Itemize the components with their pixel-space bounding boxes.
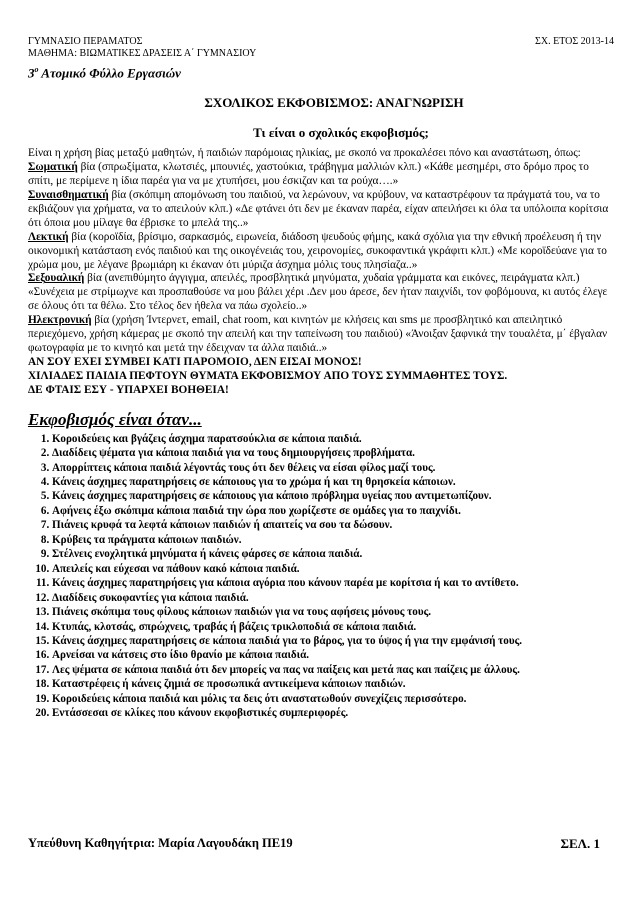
worksheet-label xyxy=(28,61,614,81)
list-item: 9. Στέλνεις ενοχλητικά μηνύματα ή κάνεις φάρσες σε κάποια παιδιά. xyxy=(52,547,614,561)
type-text: βία (σπρωξίματα, κλωτσιές, μπουνιές, χαστούκια, τράβηγμα μαλλιών κλπ.) «Κάθε μεσημέρι, στο δρόμο προς το σπίτι, με περίμενε η ίδια παρέα για να με χτυπήσει, μου έσκιζαν και τα ρούχα….» xyxy=(28,161,589,188)
list-item: 13. Πιάνεις σκόπιμα τους φίλους κάποιων παιδιών για να τους αφήσεις μόνους τους. xyxy=(52,605,614,619)
sheet-text: Ατομικό Φύλλο Εργασιών xyxy=(38,65,181,81)
type-label: Σωματική xyxy=(28,161,78,174)
subject-line: ΜΑΘΗΜΑ: ΒΙΩΜΑΤΙΚΕΣ ΔΡΑΣΕΙΣ Α΄ ΓΥΜΝΑΣΙΟΥ xyxy=(28,48,257,59)
list-item: 15. Κάνεις άσχημες παρατηρήσεις σε κάποια παιδιά για το βάρος, για το ύψος ή για την εμφάνισή τους. xyxy=(52,634,614,648)
warning-line-1: ΑΝ ΣΟΥ ΕΧΕΙ ΣΥΜΒΕΙ ΚΑΤΙ ΠΑΡΟΜΟΙΟ, ΔΕΝ ΕΙΣΑΙ ΜΟΝΟΣ! xyxy=(28,355,362,368)
list-item: 16. Αρνείσαι να κάτσεις στο ίδιο θρανίο με κάποια παιδιά. xyxy=(52,648,614,662)
section-title: Τι είναι ο σχολικός εκφοβισμός; xyxy=(253,125,429,141)
page-number: ΣΕΛ. 1 xyxy=(560,836,600,851)
list-item: 4. Κάνεις άσχημες παρατηρήσεις σε κάποιους για το χρώμα ή και τη θρησκεία κάποιων. xyxy=(52,475,614,489)
list-item: 20. Εντάσσεσαι σε κλίκες που κάνουν εκφοβιστικές συμπεριφορές. xyxy=(52,706,614,720)
list-item: 14. Κτυπάς, κλοτσάς, σπρώχνεις, τραβάς ή βάζεις τρικλοποδιά σε κάποια παιδιά. xyxy=(52,620,614,634)
sheet-number: 3 xyxy=(28,65,35,81)
type-label: Λεκτική xyxy=(28,230,69,243)
sheet-ordinal: ο xyxy=(34,65,39,74)
type-text: βία (χρήση Ίντερνετ, email, chat room, και κινητών με κλήσεις και sms με προσβλητικό και απειλητικό περιεχόμενο, χρήση κάμερας με σκοπό την απειλή και την ταπείνωση του παιδιού) «Άνοιξαν ξαφνικά την τουαλέτα, μ΄ έβγαλαν φωτογραφία με το κινητό και μετά την έδειχναν τα άλλα παιδιά..» xyxy=(28,314,608,355)
type-text: βία (κοροϊδία, βρίσιμο, σαρκασμός, ειρωνεία, διάδοση ψευδούς φήμης, κακά σχόλια για την εθνική προέλευση ή την οικονομική κατάσταση ενός παιδιού και της οικογένειάς του, χειρονομίες, συκοφαντικά γκράφιτι κλπ.) «Με κοροϊδεύανε για το χρώμα μου, με λέγανε βρωμιάρη κι έκαναν ότι μύριζα άσχημα μόλις τους πλησίαζα..» xyxy=(28,230,607,271)
definition-body xyxy=(28,147,614,397)
type-emotional xyxy=(28,189,614,231)
type-electronic xyxy=(28,314,614,356)
warning-line-2: ΧΙΛΙΑΔΕΣ ΠΑΙΔΙΑ ΠΕΦΤΟΥΝ ΘΥΜΑΤΑ ΕΚΦΟΒΙΣΜΟΥ ΑΠΟ ΤΟΥΣ ΣΥΜΜΑΘΗΤΕΣ ΤΟΥΣ. xyxy=(28,369,508,382)
list-item: 3. Απορρίπτεις κάποια παιδιά λέγοντάς τους ότι δεν θέλεις να είσαι φίλος μαζί τους. xyxy=(52,461,614,475)
list-item: 7. Πιάνεις κρυφά τα λεφτά κάποιων παιδιών ή απαιτείς να σου τα δώσουν. xyxy=(52,518,614,532)
bullying-list xyxy=(28,432,614,721)
type-label: Συναισθηματική xyxy=(28,189,109,202)
list-item: 18. Καταστρέφεις ή κάνεις ζημιά σε προσωπικά αντικείμενα κάποιων παιδιών. xyxy=(52,677,614,691)
school-year: ΣΧ. ΕΤΟΣ 2013-14 xyxy=(535,36,614,47)
page-footer xyxy=(28,836,600,852)
type-verbal xyxy=(28,231,614,273)
page-title: ΣΧΟΛΙΚΟΣ ΕΚΦΟΒΙΣΜΟΣ: ΑΝΑΓΝΩΡΙΣΗ xyxy=(204,95,464,111)
type-text: βία (σκόπιμη απομόνωση του παιδιού, να λερώνουν, να κρύβουν, να καταστρέφουν τα πράγματά του, να το εκβιάζουν για χρήματα, να το απειλούν κλπ.) «Δε φτάνει ότι δεν με έκαναν παρέα, είχαν απειλήσει κι όλα τα υπόλοιπα κορίτσια ότι όποια μου μίλαγε θα έβρισκε το μπελά της..» xyxy=(28,189,609,229)
list-item: 1. Κοροιδεύεις και βγάζεις άσχημα παρατσούκλια σε κάποια παιδιά. xyxy=(52,432,614,446)
list-heading: Εκφοβισμός είναι όταν... xyxy=(28,409,202,429)
list-item: 19. Κοροιδεύεις κάποια παιδιά και μόλις τα δεις ότι αναστατωθούν συνεχίζεις περισσότερο. xyxy=(52,692,614,706)
warning-line-3: ΔΕ ΦΤΑΙΣ ΕΣΥ - ΥΠΑΡΧΕΙ ΒΟΗΘΕΙΑ! xyxy=(28,383,229,396)
type-label: Σεξουαλική xyxy=(28,272,85,285)
document-page xyxy=(28,36,614,721)
type-label: Ηλεκτρονική xyxy=(28,314,92,327)
list-item: 11. Κάνεις άσχημες παρατηρήσεις για κάποια αγόρια που κάνουν παρέα με κορίτσια ή και το αντίθετο. xyxy=(52,576,614,590)
list-item: 2. Διαδίδεις ψέματα για κάποια παιδιά για να τους δημιουργήσεις προβλήματα. xyxy=(52,446,614,460)
list-item: 6. Αφήνεις έξω σκόπιμα κάποια παιδιά την ώρα που χωρίζεστε σε ομάδες για το παιχνίδι. xyxy=(52,504,614,518)
list-item: 5. Κάνεις άσχημες παρατηρήσεις σε κάποιους για κάποιο πρόβλημα υγείας που αντιμετωπίζουν. xyxy=(52,489,614,503)
school-name: ΓΥΜΝΑΣΙΟ ΠΕΡΑΜΑΤΟΣ xyxy=(28,36,143,47)
type-text: βία (ανεπιθύμητο άγγιγμα, απειλές, προσβλητικά μηνύματα, χυδαία γράμματα και εικόνες, πειράγματα κλπ.) «Συνέχεια με στρίμωχνε και προσπαθούσε να μου βάλει χέρι .Δεν μου άρεσε, δεν ήταν παιχνίδι, τον φοβόμουνα, κι αυτός έλεγε σε όλους ότι τα θέλω. Στο τέλος δεν ήθελα να πάω σχολείο..» xyxy=(28,272,608,313)
type-physical xyxy=(28,161,614,189)
list-item: 10. Απειλείς και εύχεσαι να πάθουν κακό κάποια παιδιά. xyxy=(52,562,614,576)
teacher-credit: Υπεύθυνη Καθηγήτρια: Μαρία Λαγουδάκη ΠΕ19 xyxy=(28,836,293,850)
intro-paragraph: Είναι η χρήση βίας μεταξύ μαθητών, ή παιδιών παρόμοιας ηλικίας, με σκοπό να προκαλέσει πόνο και αναστάτωση, όπως: xyxy=(28,147,581,160)
list-item: 8. Κρύβεις τα πράγματα κάποιων παιδιών. xyxy=(52,533,614,547)
header-line xyxy=(28,36,614,48)
list-item: 12. Διαδίδεις συκοφαντίες για κάποια παιδιά. xyxy=(52,591,614,605)
type-sexual xyxy=(28,272,614,314)
list-item: 17. Λες ψέματα σε κάποια παιδιά ότι δεν μπορείς να πας να παίξεις και μετά πας και παίζεις με άλλους. xyxy=(52,663,614,677)
